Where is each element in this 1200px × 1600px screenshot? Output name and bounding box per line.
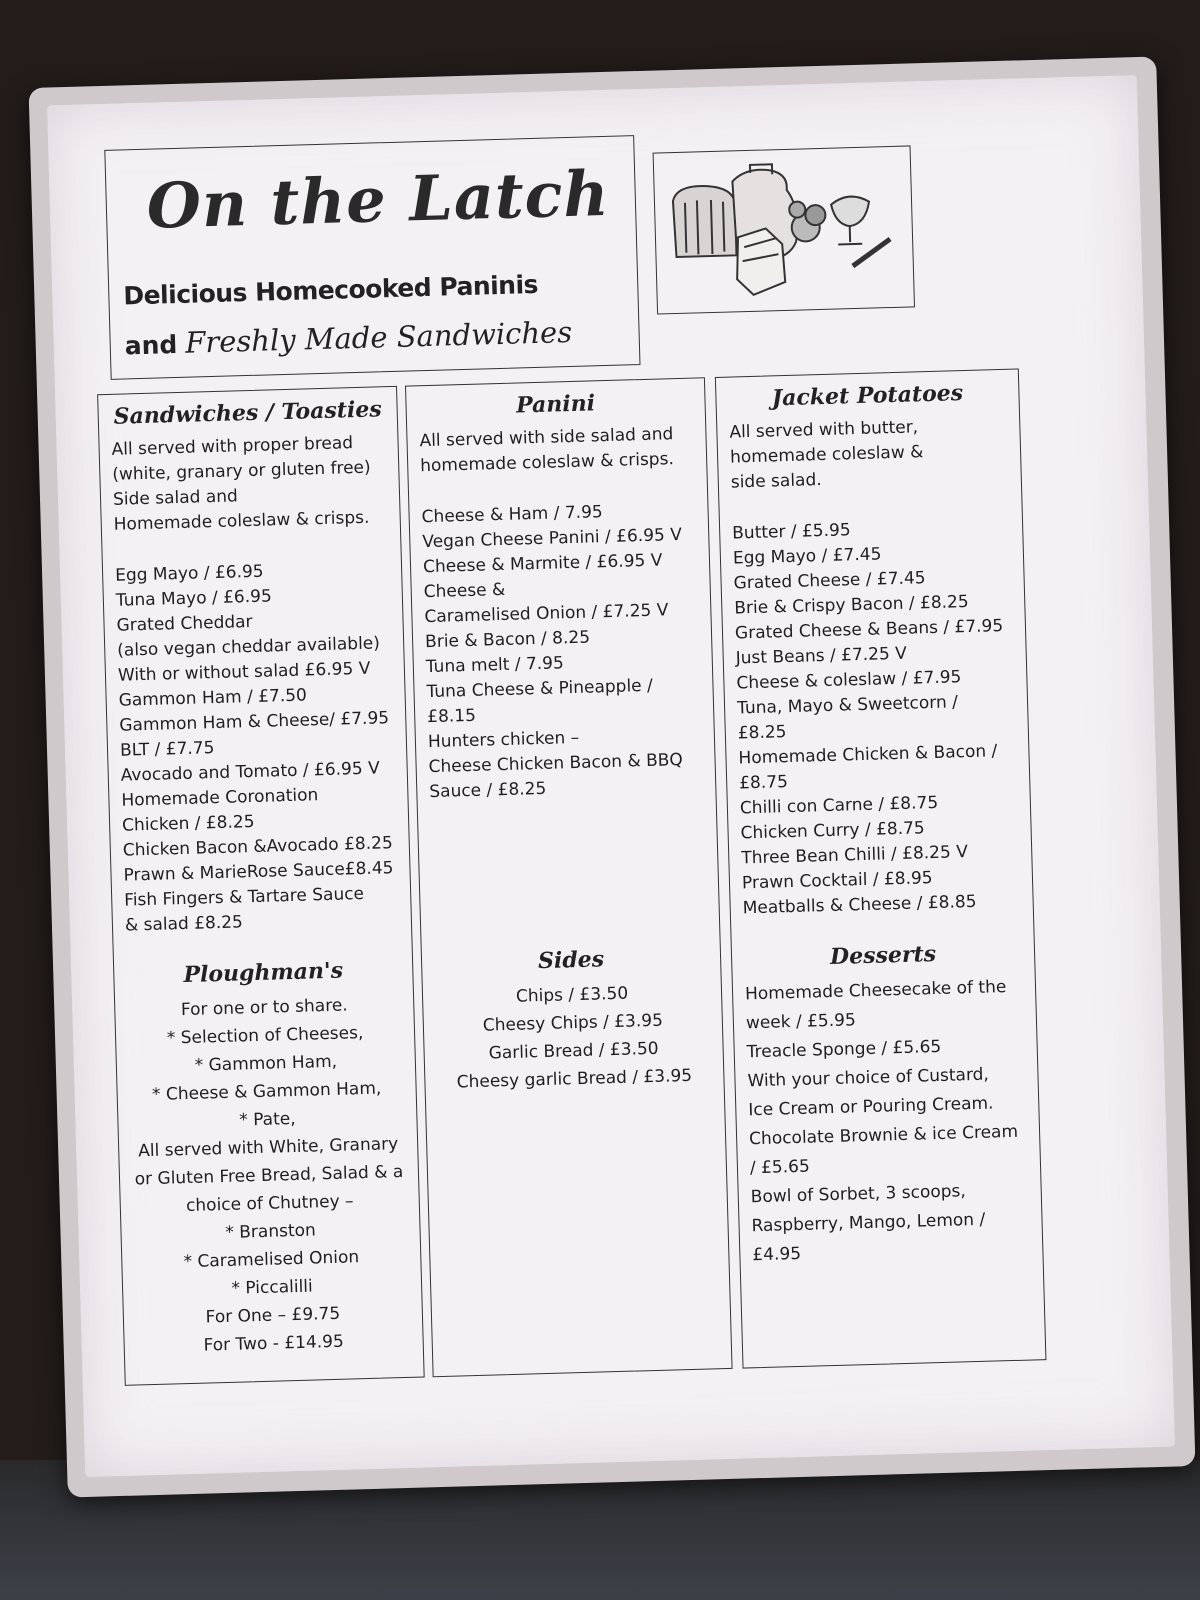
sandwich-item: Egg Mayo / £6.95: [114, 561, 264, 586]
sandwiches-list: [103, 556, 411, 939]
bread-jug-illustration-icon: [654, 146, 914, 313]
jacket-item: Cheese & coleslaw / £7.95: [736, 667, 962, 694]
ploughmans-line: For One – £9.75: [205, 1303, 341, 1328]
dessert-item: Bowl of Sorbet, 3 scoops,: [750, 1181, 967, 1208]
dessert-item: Homemade Cheesecake of the: [744, 977, 1007, 1005]
panini-item: Tuna melt / 7.95: [425, 653, 565, 678]
panini-item: Brie & Bacon / 8.25: [424, 627, 591, 653]
jacket-item: £8.25: [737, 722, 787, 744]
jacket-item: Homemade Chicken & Bacon /: [738, 741, 998, 769]
dessert-item: Raspberry, Mango, Lemon /: [751, 1209, 986, 1237]
jacket-item: Grated Cheese & Beans / £7.95: [734, 616, 1004, 644]
subtitle-line-2a: and: [124, 329, 178, 361]
sandwich-item: Grated Cheddar: [116, 611, 253, 636]
panini-item: Caramelised Onion / £7.25 V: [424, 600, 669, 628]
sandwich-item: Avocado and Tomato / £6.95 V: [120, 758, 380, 786]
jacket-item: Tuna, Mayo & Sweetcorn /: [736, 692, 959, 719]
dessert-item: With your choice of Custard,: [747, 1064, 990, 1092]
panini-item: Vegan Cheese Panini / £6.95 V: [422, 524, 683, 553]
jacket-intro-line: side salad.: [730, 470, 822, 493]
dessert-item: Ice Cream or Pouring Cream.: [748, 1093, 994, 1121]
sandwich-item: With or without salad £6.95 V: [117, 658, 371, 686]
menu-sleeve: [29, 57, 1196, 1498]
panini-item: Tuna Cheese & Pineapple /: [426, 675, 654, 703]
panini-item: £8.15: [426, 705, 477, 728]
sandwich-item: Chicken / £8.25: [121, 812, 255, 836]
sandwich-item: Gammon Ham / £7.50: [118, 685, 308, 711]
panini-item: Cheese & Ham / 7.95: [421, 502, 603, 528]
side-item: Garlic Bread / £3.50: [488, 1038, 659, 1064]
ploughmans-line: * Piccalilli: [231, 1276, 313, 1299]
side-item: Cheesy garlic Bread / £3.95: [456, 1065, 693, 1093]
panini-list: [409, 497, 715, 805]
jacket-item: Egg Mayo / £7.45: [732, 544, 882, 569]
sandwiches-intro: [99, 430, 400, 538]
ploughmans-line: For one or to share.: [180, 995, 348, 1021]
panini-column: [405, 377, 733, 1377]
panini-item: Hunters chicken –: [427, 727, 580, 753]
panini-item: Cheese Chicken Bacon & BBQ: [428, 750, 684, 778]
ploughmans-line: * Gammon Ham,: [194, 1051, 338, 1076]
ploughmans-line: All served with White, Granary: [137, 1134, 399, 1162]
sandwiches-intro-line: Homemade coleslaw & crisps.: [113, 507, 370, 535]
ploughmans-line: * Cheese & Gammon Ham,: [151, 1078, 382, 1105]
panini-intro-line: homemade coleslaw & crisps.: [419, 449, 675, 477]
jacket-item: Three Bean Chilli / £8.25 V: [741, 842, 969, 869]
panini-intro-line: All served with side salad and: [419, 424, 674, 452]
ploughmans-line: or Gluten Free Bread, Salad & a: [134, 1161, 404, 1190]
desserts-list: [733, 972, 1043, 1270]
jacket-item: Butter / £5.95: [731, 520, 851, 544]
sandwiches-intro-line: All served with proper bread: [111, 433, 354, 460]
sides-section: [422, 934, 724, 1097]
sandwiches-column: [97, 386, 425, 1386]
jacket-item: Meatballs & Cheese / £8.85: [742, 891, 977, 919]
sandwich-item: & salad £8.25: [124, 912, 244, 936]
dessert-item: / £5.65: [749, 1156, 811, 1179]
jacket-item: Chicken Curry / £8.75: [740, 818, 926, 844]
dessert-item: £4.95: [752, 1243, 802, 1266]
jacket-list: [720, 513, 1033, 921]
sandwich-item: Gammon Ham & Cheese/ £7.95: [119, 708, 390, 736]
jacket-item: Grated Cheese / £7.45: [733, 568, 926, 594]
sides-heading: Sides: [537, 946, 605, 975]
jacket-intro: [717, 412, 1021, 495]
ploughmans-line: * Selection of Cheeses,: [166, 1023, 364, 1049]
panini-intro: [407, 421, 706, 479]
sandwich-item: BLT / £7.75: [119, 738, 215, 761]
ploughmans-line: * Caramelised Onion: [183, 1247, 360, 1273]
jacket-heading: Jacket Potatoes: [771, 380, 964, 412]
sandwich-item: Tuna Mayo / £6.95: [115, 586, 273, 611]
sandwiches-intro-line: Side salad and: [112, 486, 239, 510]
ploughmans-section: [114, 947, 423, 1362]
jacket-item: Just Beans / £7.25 V: [735, 643, 908, 669]
sandwich-item: Chicken Bacon &Avocado £8.25: [122, 833, 394, 861]
ploughmans-line: For Two - £14.95: [203, 1331, 345, 1356]
jacket-item: Brie & Crispy Bacon / £8.25: [734, 591, 969, 619]
jacket-intro-line: All served with butter,: [729, 417, 919, 443]
sandwiches-heading: Sandwiches / Toasties: [113, 396, 383, 430]
menu-subtitle: [123, 259, 626, 371]
dessert-item: week / £5.95: [745, 1010, 857, 1034]
food-illustration: [653, 145, 915, 314]
sandwich-item: Fish Fingers & Tartare Sauce: [123, 883, 365, 911]
ploughmans-line: * Branston: [225, 1220, 317, 1243]
panini-heading: Panini: [515, 390, 596, 419]
ploughmans-line: choice of Chutney –: [185, 1191, 354, 1217]
jacket-item: £8.75: [738, 772, 789, 794]
dessert-item: Treacle Sponge / £5.65: [746, 1036, 942, 1063]
ploughmans-lines: [115, 990, 423, 1362]
desserts-section: [732, 929, 1043, 1270]
panini-item: Sauce / £8.25: [429, 778, 547, 803]
side-item: Chips / £3.50: [515, 983, 629, 1007]
jacket-item: Chilli con Carne / £8.75: [739, 792, 939, 819]
subtitle-line-1: Delicious Homecooked Paninis: [122, 269, 539, 311]
jacket-potatoes-column: [715, 368, 1047, 1368]
sandwich-item: Homemade Coronation: [121, 785, 319, 811]
jacket-intro-line: homemade coleslaw &: [729, 442, 924, 468]
desserts-heading: Desserts: [829, 941, 937, 970]
ploughmans-line: * Pate,: [238, 1108, 296, 1131]
menu-title: On the Latch: [145, 156, 611, 243]
panini-item: Cheese &: [423, 579, 506, 603]
ploughmans-heading: Ploughman's: [183, 957, 344, 989]
subtitle-line-2b: Freshly Made Sandwiches: [184, 314, 573, 360]
sides-list: [423, 977, 724, 1097]
dessert-item: Chocolate Brownie & ice Cream: [748, 1121, 1019, 1150]
panini-item: Cheese & Marmite / £6.95 V: [422, 550, 663, 578]
sandwiches-intro-line: (white, granary or gluten free): [112, 457, 371, 485]
menu-sheet: [47, 75, 1175, 1477]
sandwich-item: (also vegan cheddar available): [117, 633, 381, 661]
sandwich-item: Prawn & MarieRose Sauce£8.45: [123, 858, 394, 886]
side-item: Cheesy Chips / £3.95: [482, 1010, 664, 1036]
jacket-item: Prawn Cocktail / £8.95: [741, 868, 933, 894]
title-box: [104, 135, 640, 380]
